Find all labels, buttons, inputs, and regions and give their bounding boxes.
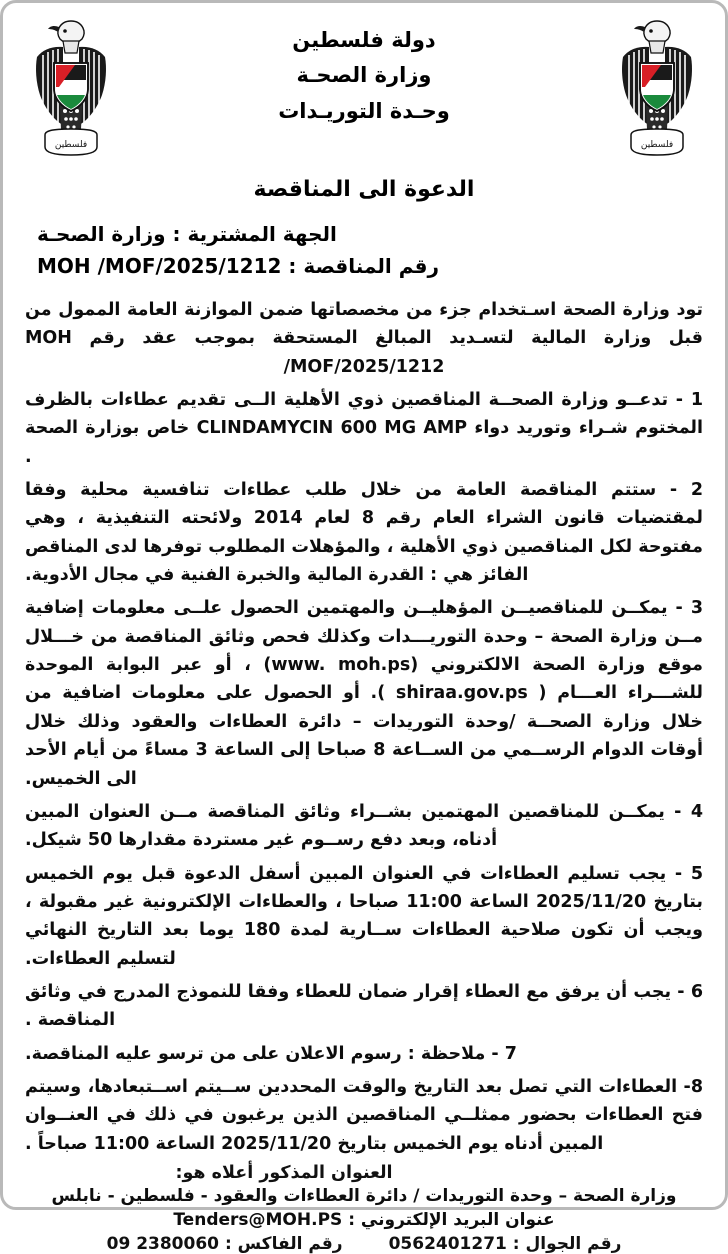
tender-item-7: 7 - ملاحظة : رسوم الاعلان على من ترسو عليه المناقصة. bbox=[25, 1043, 517, 1064]
email-value[interactable]: Tenders@MOH.PS bbox=[173, 1209, 343, 1230]
document-header bbox=[19, 13, 709, 171]
email-label: عنوان البريد الإلكتروني : bbox=[348, 1209, 555, 1230]
tender-meta-block bbox=[19, 218, 709, 282]
tender-number-line: رقم المناقصة : MOH /MOF/2025/1212 bbox=[37, 254, 439, 278]
tender-item-2: 2 - ستتم المناقصة العامة من خلال طلب عطاءات تنافسية محلية وفقا لمقتضيات قانون الشراء العام رقم 8 لعام 2014 ولائحته التنفيذية ، وهي مفتوحة لكل المناقصين ذوي الأهلية ، والمؤهلات المطلوب توفرها لدى المناقص الفائز هي : القدرة المالية والخبرة الفنية في مجال الأدوية. bbox=[25, 480, 703, 586]
palestine-eagle-emblem-right bbox=[605, 13, 709, 163]
page-title: الدعوة الى المناقصة bbox=[253, 177, 475, 202]
fax-value: 09 2380060 bbox=[106, 1233, 220, 1254]
tender-item-6: 6 - يجب أن يرفق مع العطاء إقرار ضمان للعطاء وفقا للنموذج المدرج في وثائق المناقصة . bbox=[25, 981, 703, 1031]
intro-paragraph: تود وزارة الصحة اسـتخدام جزء من مخصصاتها ضمن الموازنة العامة الممول من قبل وزارة المالية لتسـديد المبالغ المستحقة بموجب عقد رقم MOH /MOF/2025/1212 bbox=[25, 300, 703, 377]
fax-pair bbox=[107, 1234, 343, 1254]
unit-name: وحـدة التوريـدات bbox=[278, 98, 450, 123]
fax-label: رقم الفاكس : bbox=[224, 1233, 343, 1254]
tender-item-4: 4 - يمكــن للمناقصين المهتمين بشــراء وثائق المناقصة مــن العنوان المبين أدناه، وبعد دفع رســوم غير مستردة مقدارها 50 شيكل. bbox=[25, 801, 703, 851]
ministry-name: وزارة الصحـة bbox=[296, 63, 432, 88]
tender-item-1: 1 - تدعــو وزارة الصحــة المناقصين ذوي الأهلية الــى تقديم عطاءات بالظرف المختوم شـراء وتوريد دواء CLINDAMYCIN 600 MG AMP خاص بوزارة الصحة . bbox=[25, 390, 703, 467]
palestine-eagle-emblem-left bbox=[19, 13, 123, 163]
document-footer bbox=[19, 1163, 709, 1254]
tender-body bbox=[19, 296, 709, 1158]
header-title-group bbox=[123, 13, 605, 124]
tender-item-8: 8- العطاءات التي تصل بعد التاريخ والوقت المحددين ســيتم اســتبعادها، وسيتم فتح العطاءات بحضور ممثلــي المناقصين الذين يرغبون في ذلك في العنــوان المبين أدناه يوم الخميس بتاريخ 2025/11/20 الساعة 11:00 صباحاً . bbox=[25, 1076, 703, 1154]
tender-item-3: 3 - يمكــن للمناقصيــن المؤهليــن والمهتمين الحصول علــى معلومات إضافية مــن وزارة الصحة – وحدة التوريـــدات وكذلك فحص وثائق المناقصة من خـــلال موقع وزارة الصحة الالكتروني (www. moh.ps) ، أو عبر البوابة الموحدة للشـــراء العـــام ( shiraa.gov.ps ). أو الحصول على معلومات اضافية من خلال وزارة الصحــة /وحدة التوريدات – دائرة العطاءات والعقود وذلك خلال أوقات الدوام الرســمي من الســاعة 8 صباحا إلى الساعة 3 مساءً من أيام الأحد الى الخميس. bbox=[25, 598, 704, 789]
mobile-label: رقم الجوال : bbox=[512, 1233, 622, 1254]
address-line: وزارة الصحة – وحدة التوريدات / دائرة العطاءات والعقود - فلسطين - نابلس bbox=[51, 1185, 677, 1206]
mobile-pair bbox=[389, 1234, 622, 1254]
email-line bbox=[19, 1210, 709, 1230]
buying-entity-line: الجهة المشترية : وزارة الصحـة bbox=[37, 222, 337, 246]
tender-item-5: 5 - يجب تسليم العطاءات في العنوان المبين أسفل الدعوة قبل يوم الخميس بتاريخ 2025/11/20 الساعة 11:00 صباحا ، والعطاءات الإلكترونية غير مقبولة ، ويجب أن تكون صلاحية العطاءات ســارية لمدة 180 يوما بعد التاريخ النهائي لتسليم العطاءات. bbox=[25, 863, 704, 969]
phone-row bbox=[19, 1234, 709, 1254]
state-name: دولة فلسطين bbox=[292, 28, 436, 52]
address-intro-line: العنوان المذكور أعلاه هو: bbox=[175, 1162, 393, 1183]
mobile-value: 0562401271 bbox=[388, 1233, 507, 1254]
svg-text:فلسطين: فلسطين bbox=[54, 140, 88, 150]
svg-text:فلسطين: فلسطين bbox=[640, 140, 674, 150]
